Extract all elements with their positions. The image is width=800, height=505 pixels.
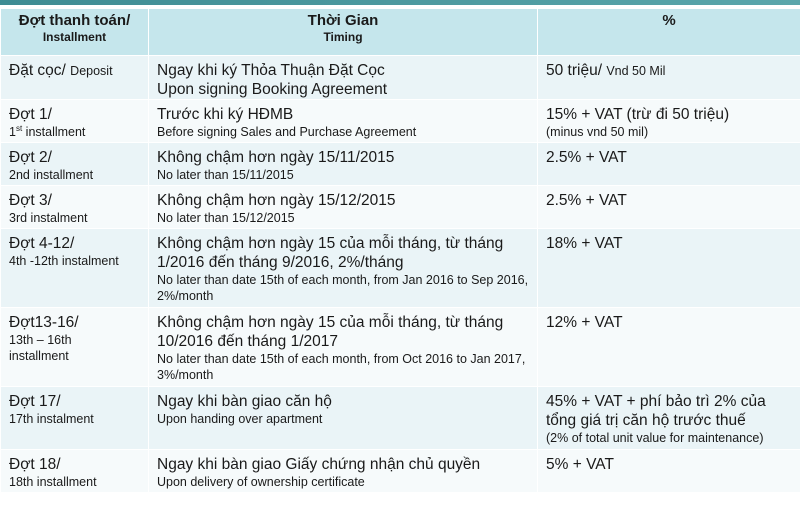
table-row (1, 387, 800, 450)
percent-cell (538, 308, 800, 387)
timing-en: Before signing Sales and Purchase Agreement (157, 125, 417, 139)
timing-en: Upon delivery of ownership certificate (157, 475, 365, 489)
timing-en: Upon signing Booking Agreement (157, 81, 388, 98)
percent-cell (538, 56, 800, 100)
percent-main: 2.5% + VAT (546, 149, 627, 166)
timing-cell (149, 450, 538, 493)
timing-cell (149, 186, 538, 229)
timing-vi: Không chậm hơn ngày 15/11/2015 (157, 149, 395, 166)
top-accent-bar (0, 0, 800, 5)
installment-en: 18th installment (9, 475, 97, 489)
installment-vi: Đợt 1/ (9, 106, 52, 123)
percent-main: 50 triệu/ (546, 62, 603, 79)
timing-vi: Không chậm hơn ngày 15 của mỗi tháng, từ tháng 1/2016 đến tháng 9/2016, 2%/tháng (157, 235, 504, 271)
percent-sub: Vnd 50 Mil (606, 64, 666, 78)
timing-en: Upon handing over apartment (157, 412, 323, 426)
percent-main: 5% + VAT (546, 456, 614, 473)
installment-vi: Đợt 4-12/ (9, 235, 75, 252)
installment-vi: Đợt13-16/ (9, 314, 79, 331)
timing-cell (149, 100, 538, 143)
timing-vi: Ngay khi bàn giao Giấy chứng nhận chủ quyền (157, 456, 481, 473)
timing-cell (149, 56, 538, 100)
timing-en: No later than 15/11/2015 (157, 168, 294, 182)
percent-cell (538, 143, 800, 186)
installment-vi: Đợt 18/ (9, 456, 61, 473)
installment-en: 1st installment (9, 123, 86, 139)
installment-en: 17th instalment (9, 412, 94, 426)
percent-sub: (2% of total unit value for maintenance) (546, 431, 764, 445)
header-timing-vi: Thời Gian (307, 12, 379, 29)
installment-cell (1, 229, 149, 308)
percent-main: 45% + VAT + phí bảo trì 2% của tổng giá trị căn hộ trước thuế (546, 393, 766, 429)
percent-main: 15% + VAT (trừ đi 50 triệu) (546, 106, 730, 123)
installment-vi: Đặt cọc/ (9, 62, 66, 79)
table-row (1, 229, 800, 308)
timing-cell (149, 387, 538, 450)
installment-cell (1, 186, 149, 229)
percent-main: 18% + VAT (546, 235, 623, 252)
installment-cell (1, 308, 149, 387)
timing-vi: Không chậm hơn ngày 15/12/2015 (157, 192, 396, 209)
percent-sub: (minus vnd 50 mil) (546, 125, 649, 139)
header-percent-label: % (662, 12, 676, 29)
timing-en: No later than date 15th of each month, from Oct 2016 to Jan 2017, 3%/month (157, 352, 526, 382)
table-row (1, 143, 800, 186)
timing-en: No later than date 15th of each month, from Jan 2016 to Sep 2016, 2%/month (157, 273, 529, 303)
installment-en: 4th -12th instalment (9, 254, 119, 268)
percent-main: 12% + VAT (546, 314, 623, 331)
table-row (1, 450, 800, 493)
installment-en: Deposit (70, 64, 113, 78)
timing-vi: Ngay khi ký Thỏa Thuận Đặt Cọc (157, 62, 385, 79)
table-header-row (1, 9, 800, 56)
percent-main: 2.5% + VAT (546, 192, 627, 209)
installment-en: 3rd instalment (9, 211, 88, 225)
installment-vi: Đợt 2/ (9, 149, 52, 166)
table-row (1, 308, 800, 387)
timing-cell (149, 229, 538, 308)
header-timing (149, 9, 538, 56)
header-installment-en: Installment (42, 30, 107, 44)
installment-en: 2nd installment (9, 168, 94, 182)
percent-cell (538, 186, 800, 229)
header-installment-vi: Đợt thanh toán/ (18, 12, 131, 29)
percent-cell (538, 450, 800, 493)
timing-en: No later than 15/12/2015 (157, 211, 295, 225)
table-row (1, 100, 800, 143)
installment-cell (1, 450, 149, 493)
timing-cell (149, 308, 538, 387)
table-row (1, 186, 800, 229)
installment-cell (1, 387, 149, 450)
percent-cell (538, 387, 800, 450)
installment-cell (1, 100, 149, 143)
payment-schedule-table (0, 8, 800, 493)
header-timing-en: Timing (323, 30, 363, 44)
timing-vi: Trước khi ký HĐMB (157, 106, 294, 123)
installment-cell (1, 56, 149, 100)
installment-cell (1, 143, 149, 186)
table-row (1, 56, 800, 100)
header-installment (1, 9, 149, 56)
installment-en: 13th – 16th installment (9, 333, 72, 363)
timing-cell (149, 143, 538, 186)
timing-vi: Không chậm hơn ngày 15 của mỗi tháng, từ tháng 10/2016 đến tháng 1/2017 (157, 314, 504, 350)
percent-cell (538, 100, 800, 143)
installment-vi: Đợt 3/ (9, 192, 52, 209)
header-percent (538, 9, 800, 56)
installment-vi: Đợt 17/ (9, 393, 61, 410)
timing-vi: Ngay khi bàn giao căn hộ (157, 393, 332, 410)
percent-cell (538, 229, 800, 308)
